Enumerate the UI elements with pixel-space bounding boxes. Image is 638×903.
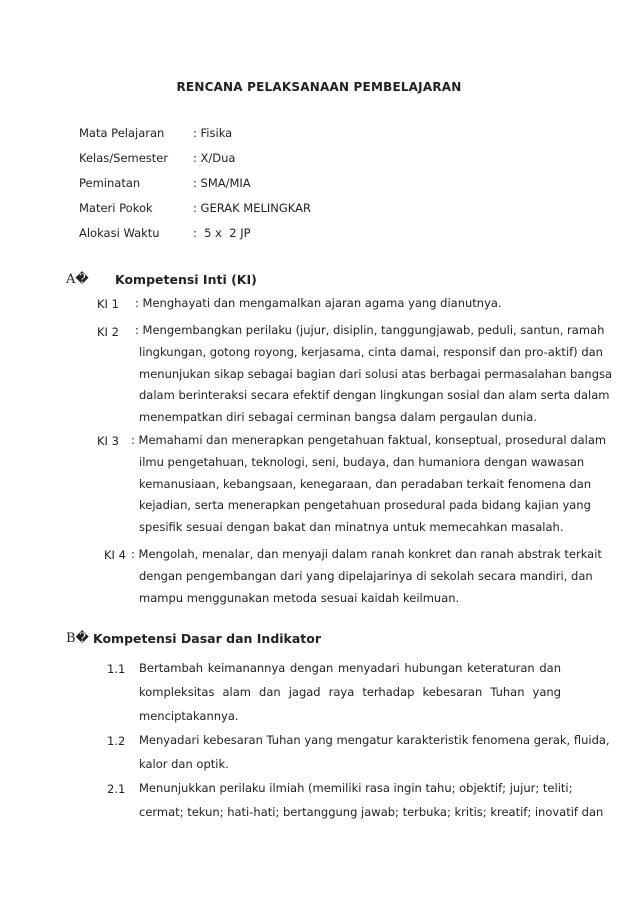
info-value: : Fisika (193, 126, 233, 140)
ki-code: KI 4 (104, 548, 126, 562)
info-row-topic (79, 201, 311, 219)
section-letter: B� (66, 631, 89, 646)
info-value: : SMA/MIA (193, 176, 251, 190)
kd-line: Bertambah keimanannya dengan menyadari hubungan keteraturan dan (139, 661, 561, 675)
ki-code: KI 1 (97, 297, 119, 311)
kd-line: menciptakannya. (139, 709, 239, 723)
ki-line: : Memahami dan menerapkan pengetahuan faktual, konseptual, prosedural dalam (131, 433, 607, 447)
ki-line: kemanusiaan, kebangsaan, kenegaraan, dan peradaban terkait fenomena dan (139, 476, 592, 491)
ki-text (131, 544, 602, 566)
section-letter: A� (66, 272, 89, 287)
section-title: Kompetensi Dasar dan Indikator (93, 631, 322, 646)
ki-line: dalam berinteraksi secara efektif dengan lingkungan sosial dan alam serta dalam (139, 388, 610, 402)
ki-text-cont (139, 452, 592, 538)
info-label: Mata Pelajaran (79, 126, 165, 140)
info-row-class (79, 151, 235, 169)
ki-text (131, 430, 607, 452)
info-label: Alokasi Waktu (79, 226, 160, 240)
kd-line: kompleksitas alam dan jagad raya terhadap kebesaran Tuhan yang (139, 685, 561, 699)
ki-text (135, 320, 605, 342)
info-value: : GERAK MELINGKAR (193, 201, 311, 215)
ki-line: menempatkan diri sebagai cerminan bangsa dalam pergaulan dunia. (139, 409, 538, 424)
section-title: Kompetensi Inti (KI) (115, 272, 257, 287)
info-label: Materi Pokok (79, 201, 153, 215)
kd-line: Menunjukkan perilaku ilmiah (memiliki rasa ingin tahu; objektif; jujur; teliti; (139, 781, 573, 795)
kd-text (139, 776, 604, 824)
kd-number: 1.2 (107, 734, 126, 748)
kd-text (139, 728, 610, 776)
ki-line: : Mengolah, menalar, dan menyaji dalam ranah konkret dan ranah abstrak terkait (131, 547, 602, 561)
kd-number: 1.1 (107, 662, 126, 676)
ki-line: spesifik sesuai dengan bakat dan minatnya untuk memecahkan masalah. (139, 519, 564, 534)
ki-code: KI 2 (97, 325, 119, 339)
ki-line: dengan pengembangan dari yang dipelajarinya di sekolah secara mandiri, dan (139, 569, 593, 583)
ki-line: ilmu pengetahuan, teknologi, seni, budaya, dan humaniora dengan wawasan (139, 455, 585, 469)
ki-line: : Menghayati dan mengamalkan ajaran agama yang dianutnya. (135, 296, 502, 310)
ki-line: menunjukan sikap sebagai bagian dari solusi atas berbagai permasalahan bangsa (139, 366, 613, 381)
ki-text-cont (139, 342, 613, 428)
ki-line: mampu menggunakan metoda sesuai kaidah keilmuan. (139, 590, 460, 605)
kd-text (139, 656, 561, 728)
ki-text (135, 293, 557, 315)
info-label: Peminatan (79, 176, 141, 190)
ki-line: : Mengembangkan perilaku (jujur, disiplin, tanggungjawab, peduli, santun, ramah (135, 323, 605, 337)
ki-line: lingkungan, gotong royong, kerjasama, cinta damai, responsif dan pro-aktif) dan (139, 345, 603, 359)
info-row-subject (79, 126, 232, 144)
kd-number: 2.1 (107, 782, 126, 796)
section-a-heading (66, 272, 257, 287)
section-b-heading (66, 631, 321, 646)
info-value: : 5 x 2 JP (193, 226, 251, 240)
info-row-time (79, 226, 251, 244)
info-value: : X/Dua (193, 151, 236, 165)
info-row-major (79, 176, 251, 194)
ki-code: KI 3 (97, 434, 119, 448)
info-label: Kelas/Semester (79, 151, 169, 165)
kd-line: kalor dan optik. (139, 757, 229, 771)
document-title: RENCANA PELAKSANAAN PEMBELAJARAN (176, 80, 462, 94)
kd-line: Menyadari kebesaran Tuhan yang mengatur karakteristik fenomena gerak, fluida, (139, 733, 610, 747)
kd-line: cermat; tekun; hati-hati; bertanggung jawab; terbuka; kritis; kreatif; inovatif dan (139, 805, 604, 819)
ki-text-cont (139, 566, 593, 609)
ki-line: kejadian, serta menerapkan pengetahuan prosedural pada bidang kajian yang (139, 498, 591, 512)
